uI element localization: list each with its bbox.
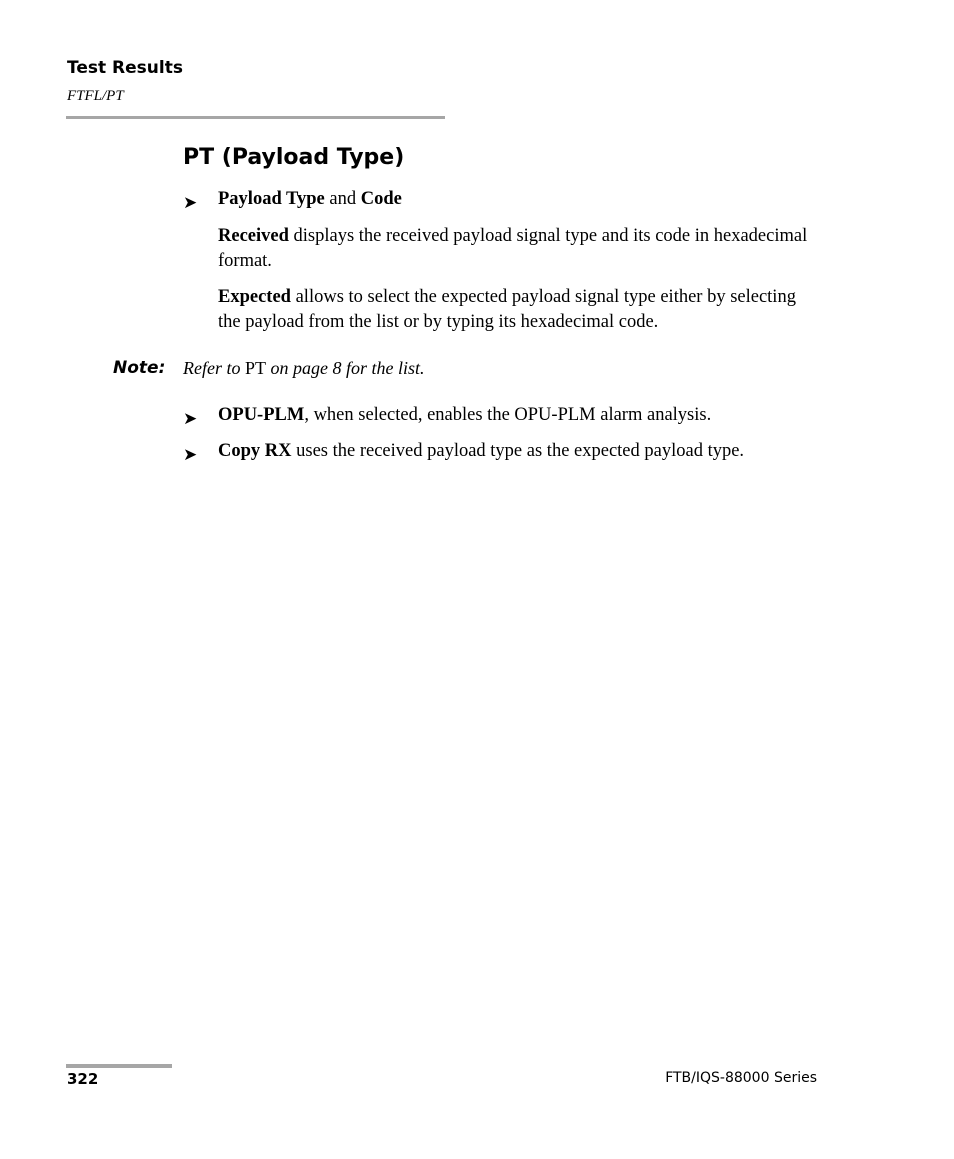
bullet-item-copy-rx bbox=[218, 441, 744, 462]
header-divider bbox=[66, 116, 445, 119]
bullet-term: Copy RX bbox=[218, 441, 292, 461]
paragraph-term: Expected bbox=[218, 287, 291, 307]
note-prefix: Refer to bbox=[183, 358, 245, 378]
bullet-body: , when selected, enables the OPU-PLM alarm analysis. bbox=[304, 405, 712, 425]
bullet-term: Payload Type bbox=[218, 189, 325, 209]
note-suffix: on page 8 for the list. bbox=[266, 358, 425, 378]
paragraph-body: displays the received payload signal type and its code in hexadecimal format. bbox=[218, 226, 808, 271]
note-text bbox=[183, 358, 425, 379]
paragraph-body: allows to select the expected payload signal type either by selecting the payload from the list or by typing its hexadecimal code. bbox=[218, 287, 796, 332]
bullet-connector: and bbox=[324, 189, 361, 209]
section-title: PT (Payload Type) bbox=[183, 145, 405, 170]
bullet-item-opu-plm bbox=[218, 405, 711, 426]
bullet-term: OPU-PLM bbox=[218, 405, 305, 425]
bullet-item-payload-type bbox=[218, 189, 402, 210]
paragraph-term: Received bbox=[218, 226, 289, 246]
section-path: FTFL/PT bbox=[67, 88, 124, 104]
note-link[interactable]: PT bbox=[244, 358, 266, 378]
product-name: FTB/IQS-88000 Series bbox=[665, 1070, 817, 1086]
bullet-term: Code bbox=[360, 189, 402, 209]
paragraph-expected bbox=[218, 285, 818, 335]
bullet-arrow-icon: ➤ bbox=[183, 445, 198, 464]
footer-divider bbox=[66, 1064, 172, 1068]
note-label: Note: bbox=[113, 358, 166, 378]
paragraph-received bbox=[218, 224, 818, 274]
bullet-arrow-icon: ➤ bbox=[183, 193, 198, 212]
bullet-arrow-icon: ➤ bbox=[183, 409, 198, 428]
page-number: 322 bbox=[67, 1070, 99, 1088]
chapter-title: Test Results bbox=[67, 58, 183, 78]
bullet-body: uses the received payload type as the expected payload type. bbox=[291, 441, 745, 461]
